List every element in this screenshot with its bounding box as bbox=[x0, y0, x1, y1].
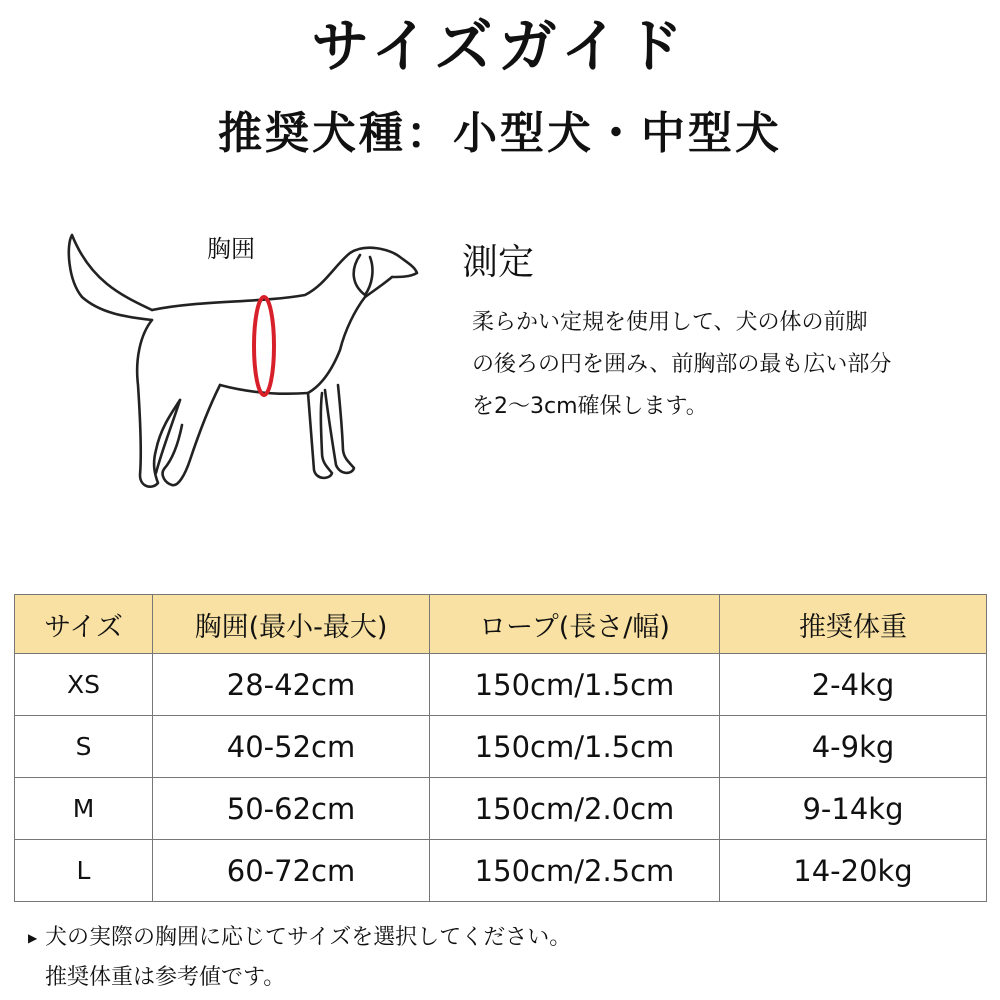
dog-outline-icon bbox=[60, 225, 430, 500]
weight-cell: 2-4kg bbox=[720, 654, 987, 716]
instruction-line: を2～3cm確保します。 bbox=[472, 394, 708, 419]
girth-ring bbox=[254, 297, 274, 395]
weight-cell: 14-20kg bbox=[720, 840, 987, 902]
weight-cell: 9-14kg bbox=[720, 778, 987, 840]
chest-girth-cell: 40-52cm bbox=[153, 716, 430, 778]
triangle-right-icon: ▶ bbox=[28, 931, 38, 945]
chest-girth-cell: 60-72cm bbox=[153, 840, 430, 902]
size-cell: L bbox=[15, 840, 153, 902]
table-row bbox=[15, 778, 987, 840]
note-line bbox=[28, 958, 571, 998]
weight-cell: 4-9kg bbox=[720, 716, 987, 778]
size-cell: XS bbox=[15, 654, 153, 716]
table-row bbox=[15, 716, 987, 778]
chest-girth-cell: 28-42cm bbox=[153, 654, 430, 716]
measurement-instructions bbox=[472, 302, 982, 428]
size-cell: S bbox=[15, 716, 153, 778]
page-subtitle: 推奨犬種：小型犬・中型犬 bbox=[218, 108, 782, 159]
size-chart-table bbox=[14, 594, 987, 902]
column-header-chest-girth: 胸囲(最小-最大) bbox=[153, 595, 430, 654]
rope-cell: 150cm/1.5cm bbox=[430, 654, 720, 716]
page-title: サイズガイド bbox=[311, 12, 689, 80]
column-header-rope: ロープ(長さ/幅) bbox=[430, 595, 720, 654]
rope-cell: 150cm/1.5cm bbox=[430, 716, 720, 778]
instruction-line: の後ろの円を囲み、前胸部の最も広い部分 bbox=[472, 352, 892, 377]
rope-cell: 150cm/2.0cm bbox=[430, 778, 720, 840]
note-text: 推奨体重は参考値です。 bbox=[45, 965, 286, 990]
measurement-heading: 測定 bbox=[462, 242, 535, 283]
column-header-weight: 推奨体重 bbox=[720, 595, 987, 654]
column-header-size: サイズ bbox=[15, 595, 153, 654]
size-cell: M bbox=[15, 778, 153, 840]
note-line bbox=[28, 918, 571, 958]
note-text: 犬の実際の胸囲に応じてサイズを選択してください。 bbox=[45, 925, 572, 950]
notes bbox=[28, 918, 571, 998]
chest-girth-cell: 50-62cm bbox=[153, 778, 430, 840]
rope-cell: 150cm/2.5cm bbox=[430, 840, 720, 902]
table-row bbox=[15, 840, 987, 902]
table-row bbox=[15, 654, 987, 716]
table-header-row bbox=[15, 595, 987, 654]
instruction-line: 柔らかい定規を使用して、犬の体の前脚 bbox=[472, 310, 868, 335]
dog-illustration bbox=[60, 225, 430, 500]
girth-label: 胸囲 bbox=[207, 235, 255, 263]
